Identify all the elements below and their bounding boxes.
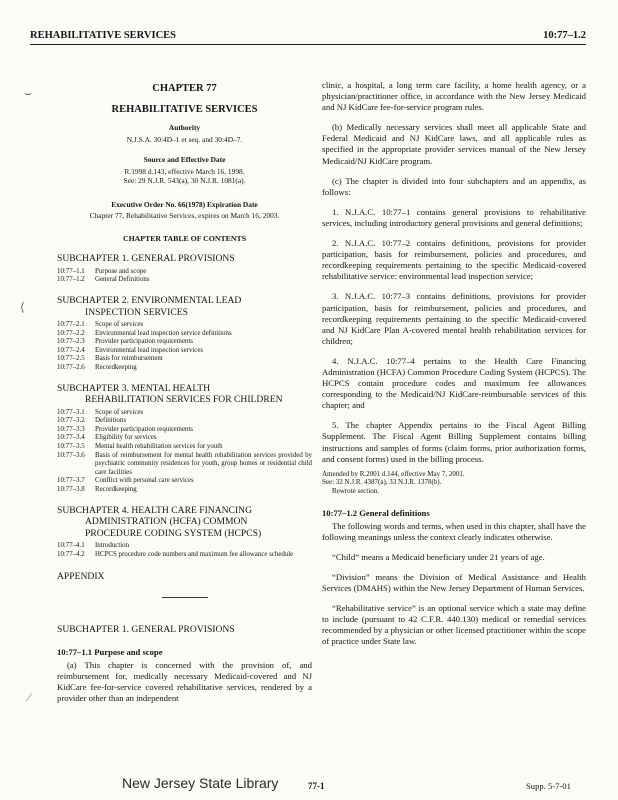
toc-row xyxy=(57,542,312,551)
authority-label: Authority xyxy=(168,123,201,132)
toc-subchapter-heading: SUBCHAPTER 3. MENTAL HEALTH xyxy=(57,382,211,394)
source-line-2: See: 29 N.J.R. 543(a), 30 N.J.R. 1081(a). xyxy=(123,176,246,186)
amendment-note xyxy=(322,470,586,496)
toc-desc: Basis of reimbursement for mental health rehabilitation services provided by psychiatric community residences for youth, group homes or residential child care facilities xyxy=(95,451,312,476)
chapter-number: CHAPTER 77 xyxy=(152,83,217,94)
library-stamp: New Jersey State Library xyxy=(122,775,279,791)
toc-desc: Scope of services xyxy=(95,408,144,416)
toc-subchapter-1 xyxy=(57,253,312,265)
section-heading-1-1: 10:77–1.1 Purpose and scope xyxy=(57,646,163,657)
definition-division: “Division” means the Division of Medical Assistance and Health Services (DMAHS) within the New Jersey Department of Human Services. xyxy=(322,571,586,593)
toc-desc: HCPCS procedure code numbers and maximum fee allowance schedule xyxy=(95,550,294,558)
toc-row xyxy=(57,276,312,285)
left-column xyxy=(57,78,312,704)
toc-number: 10:77–3.4 xyxy=(57,434,85,442)
toc-desc: Provider participation requirements xyxy=(95,338,193,346)
toc-number: 10:77–2.3 xyxy=(57,338,85,346)
toc-number: 10:77–2.1 xyxy=(57,321,85,329)
toc-number: 10:77–2.2 xyxy=(57,329,85,337)
toc-list-3 xyxy=(57,409,312,495)
toc-subchapter-heading-cont: ADMINISTRATION (HCFA) COMMON xyxy=(85,516,248,528)
source-label: Source and Effective Date xyxy=(143,154,226,164)
toc-subchapter-heading-cont: INSPECTION SERVICES xyxy=(85,306,188,318)
toc-desc: Conflict with personal care services xyxy=(95,477,194,485)
paragraph-a: (a) This chapter is concerned with the provision of, and reimbursement for, medically necessary Medicaid-covered and NJ KidCare fee-for-service covered rehabilitative services, rendered by a provider other than an independent xyxy=(57,659,312,704)
toc-desc: Eligibility for services xyxy=(95,434,157,442)
toc-row xyxy=(57,452,312,478)
toc-row xyxy=(57,477,312,486)
toc-number: 10:77–3.7 xyxy=(57,477,85,485)
toc-list-1 xyxy=(57,268,312,285)
toc-subchapter-heading-cont: REHABILITATION SERVICES FOR CHILDREN xyxy=(85,394,283,406)
toc-row xyxy=(57,321,312,330)
amendment-line: Rewrote section. xyxy=(332,486,380,495)
definitions-intro: The following words and terms, when used in this chapter, shall have the following meanings unless the context clearly indicates otherwise. xyxy=(322,520,586,542)
header-rule xyxy=(30,44,586,45)
toc-desc: Environmental lead inspection service definitions xyxy=(95,329,232,337)
list-item-2: 2. N.J.A.C. 10:77–2 contains definitions, provisions for provider participation, basis for reimbursement, policies and procedures, and recordkeeping requirements pertaining to the specific Medicaid-covered rehabilitative service: environmental lead inspection service; xyxy=(322,238,586,282)
toc-row xyxy=(57,486,312,495)
authority-text: N.J.S.A. 30:4D–1 et seq. and 30:4D–7. xyxy=(126,135,243,144)
toc-desc: Purpose and scope xyxy=(95,267,147,275)
list-item-4: 4. N.J.A.C. 10:77–4 pertains to the Health Care Financing Administration (HCFA) Common Procedure Coding System (HCPCS). The HCPCS contain procedure codes and maximum fee allowances corresponding to the Medicaid/NJ KidCare-reimbursable services of this chapter; and xyxy=(322,355,586,411)
toc-number: 10:77–2.5 xyxy=(57,355,85,363)
toc-number: 10:77–3.6 xyxy=(57,451,85,459)
toc-number: 10:77–4.2 xyxy=(57,550,85,558)
supplement-date: Supp. 5-7-01 xyxy=(526,781,571,791)
definition-child: “Child” means a Medicaid beneficiary under 21 years of age. xyxy=(332,551,545,562)
toc-subchapter-3 xyxy=(57,383,312,406)
toc-number: 10:77–2.4 xyxy=(57,346,85,354)
toc-desc: Definitions xyxy=(95,417,127,425)
toc-desc: Recordkeeping xyxy=(95,364,137,372)
header-title: REHABILITATIVE SERVICES xyxy=(30,30,176,41)
list-item-3: 3. N.J.A.C. 10:77–3 contains definitions, provisions for provider participation, basis for reimbursement, policies and procedures, and recordkeeping requirements pertaining to the specific Medicaid-covered and NJ KidCare Plan A-covered mental health rehabilitation services for children; xyxy=(322,291,586,346)
definition-rehabilitative-service: “Rehabilitative service” is an optional service which a state may define to include (pursuant to 42 C.F.R. 440.130) medical or remedial services recommended by a physician or other licensed practitioner within the scope of practice under State law. xyxy=(322,602,586,647)
toc-desc: Scope of services xyxy=(95,321,144,329)
section-heading-1-2: 10:77–1.2 General definitions xyxy=(322,507,430,518)
header-section-number: 10:77–1.2 xyxy=(543,30,586,41)
toc-subchapter-heading: SUBCHAPTER 4. HEALTH CARE FINANCING xyxy=(57,504,252,516)
toc-desc: General Definitions xyxy=(95,276,150,284)
right-column xyxy=(322,80,586,647)
toc-subchapter-heading-cont: PROCEDURE CODING SYSTEM (HCPCS) xyxy=(85,527,262,539)
toc-desc: Basis for reimbursement xyxy=(95,355,163,363)
toc-desc: Provider participation requirements xyxy=(95,425,193,433)
toc-number: 10:77–4.1 xyxy=(57,542,85,550)
toc-row xyxy=(57,364,312,373)
amendment-line: Amended by R.2001 d.144, effective May 7, 2001. xyxy=(322,469,465,478)
toc-row xyxy=(57,434,312,443)
toc-number: 10:77–3.2 xyxy=(57,417,85,425)
toc-number: 10:77–2.6 xyxy=(57,364,85,372)
list-item-5: 5. The chapter Appendix pertains to the Fiscal Agent Billing Supplement. The Fiscal Agent Billing Supplement contains billing instructions and samples of forms (claim forms, prior authorization forms, and consent forms) used in the billing process. xyxy=(322,420,586,464)
toc-row xyxy=(57,347,312,356)
list-item-1: 1. N.J.A.C. 10:77–1 contains general provisions to rehabilitative services, including introductory general provisions and general definitions; xyxy=(322,206,586,228)
toc-subchapter-heading: SUBCHAPTER 2. ENVIRONMENTAL LEAD xyxy=(57,295,242,307)
exec-order-label: Executive Order No. 66(1978) Expiration Date xyxy=(111,199,258,209)
toc-number: 10:77–1.2 xyxy=(57,276,85,284)
chapter-title: REHABILITATIVE SERVICES xyxy=(111,104,258,115)
toc-desc: Recordkeeping xyxy=(95,485,137,493)
toc-subchapter-heading: SUBCHAPTER 1. GENERAL PROVISIONS xyxy=(57,253,235,265)
toc-desc: Mental health rehabilitation services for youth xyxy=(95,443,223,450)
toc-number: 10:77–3.3 xyxy=(57,425,85,433)
toc-row xyxy=(57,426,312,435)
toc-desc: Environmental lead inspection services xyxy=(95,346,204,354)
paragraph-c: (c) The chapter is divided into four subchapters and an appendix, as follows: xyxy=(322,175,586,197)
toc-row xyxy=(57,443,312,452)
toc-row xyxy=(57,338,312,347)
source-line-1: R.1998 d.143, effective March 16, 1998. xyxy=(124,166,245,176)
toc-row xyxy=(57,355,312,364)
section-divider xyxy=(162,597,208,598)
margin-mark: ⟨ xyxy=(20,300,25,314)
paragraph-a-continued: clinic, a hospital, a long term care facility, a home health agency, or a physician/practitioner office, in accordance with the New Jersey Medicaid and NJ KidCare fee-for-service program rules. xyxy=(322,80,586,113)
toc-row xyxy=(57,330,312,339)
toc-number: 10:77–3.8 xyxy=(57,485,85,493)
page-number: 77-1 xyxy=(308,781,325,791)
toc-desc: Introduction xyxy=(95,542,130,550)
toc-number: 10:77–3.1 xyxy=(57,408,85,416)
toc-appendix: APPENDIX xyxy=(57,571,105,583)
toc-row xyxy=(57,268,312,277)
toc-row xyxy=(57,417,312,426)
exec-order-text: Chapter 77, Rehabilitative Services, expires on March 16, 2003. xyxy=(89,210,280,220)
toc-subchapter-2 xyxy=(57,295,312,318)
paragraph-b: (b) Medically necessary services shall meet all applicable State and Federal Medicaid and NJ KidCare laws, and all applicable rules as specified in the appropriate provider services manual of the New Jersey Medicaid/NJ KidCare program. xyxy=(322,122,586,166)
toc-row xyxy=(57,409,312,418)
amendment-line: See: 32 N.J.R. 4387(a), 33 N.J.R. 1378(b). xyxy=(322,478,442,487)
toc-number: 10:77–1.1 xyxy=(57,267,85,275)
toc-subchapter-4 xyxy=(57,505,312,540)
margin-mark: ⌣ xyxy=(24,86,32,100)
toc-number: 10:77–3.5 xyxy=(57,443,85,450)
toc-list-2 xyxy=(57,321,312,373)
margin-mark: ⁄ xyxy=(28,690,31,704)
toc-list-4 xyxy=(57,542,312,559)
toc-row xyxy=(57,551,312,560)
subchapter-1-heading: SUBCHAPTER 1. GENERAL PROVISIONS xyxy=(57,623,235,635)
toc-title: CHAPTER TABLE OF CONTENTS xyxy=(122,234,247,244)
